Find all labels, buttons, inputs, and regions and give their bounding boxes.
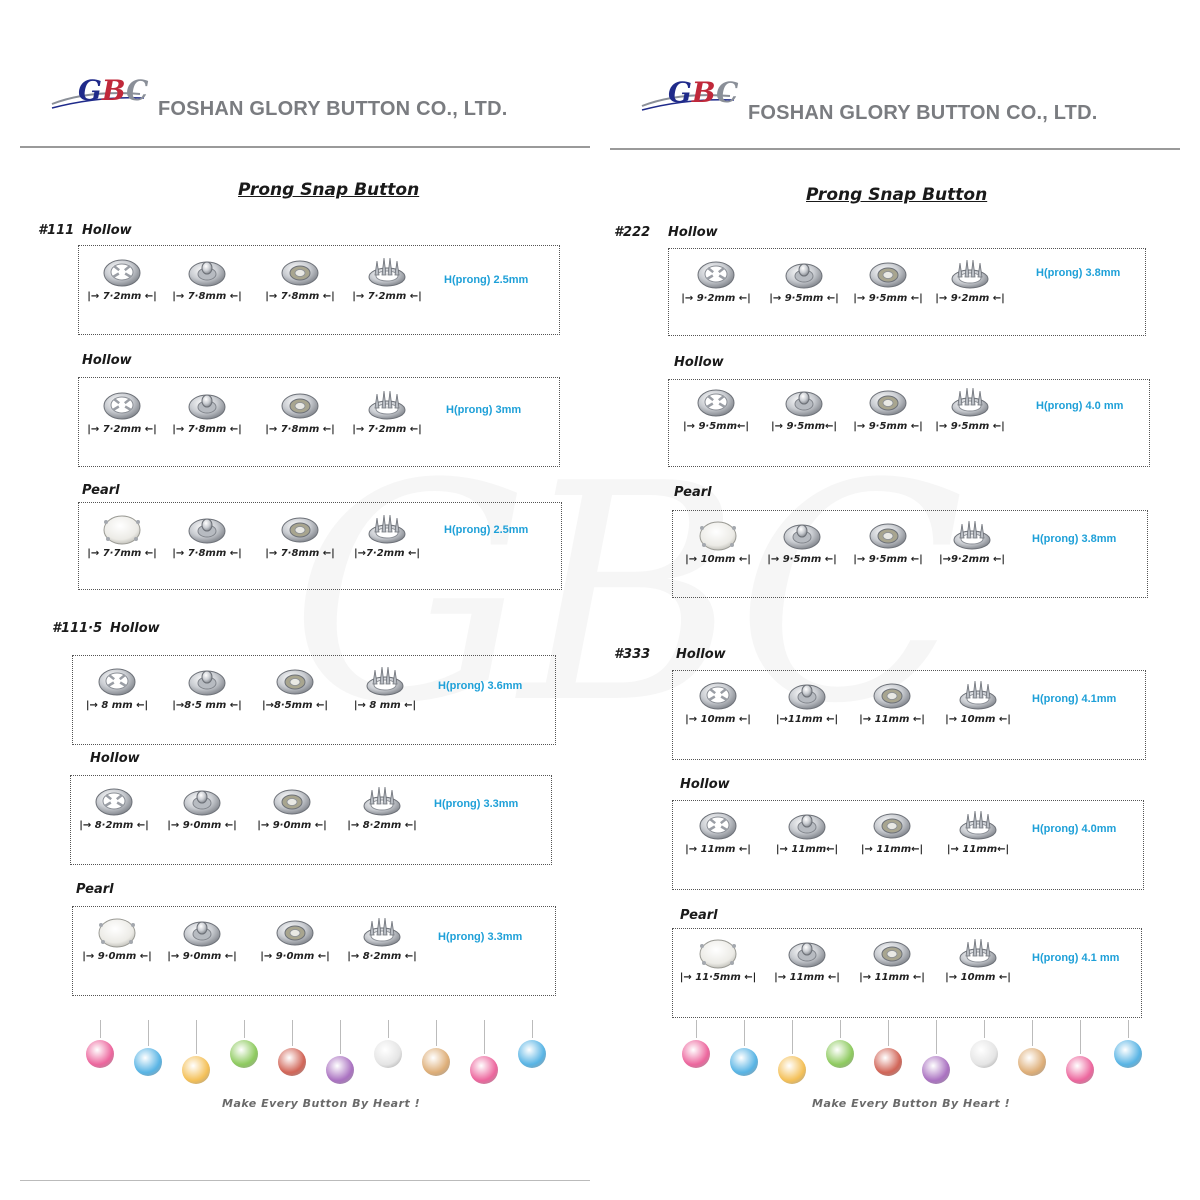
gallery-hanger xyxy=(1128,1020,1129,1038)
snap-button-image xyxy=(185,512,229,546)
socket-button-image xyxy=(270,784,314,818)
prong-height: H(prong) 3.3mm xyxy=(438,931,523,943)
snap-button-item xyxy=(80,388,164,448)
diameter-label: |→ 9·0mm ←| xyxy=(167,820,237,831)
snap-button-item xyxy=(850,808,934,868)
slogan: Make Every Button By Heart ! xyxy=(222,1097,421,1110)
snap-button-image xyxy=(782,257,826,291)
diameter-label: |→ 11mm ←| xyxy=(774,972,840,983)
diameter-label: |→ 9·0mm ←| xyxy=(260,951,330,962)
snap-button-item xyxy=(343,664,427,724)
ring-button-image xyxy=(696,808,740,842)
snap-button-image xyxy=(785,678,829,712)
diameter-label: |→ 7·2mm ←| xyxy=(87,424,157,435)
page-title: Prong Snap Button xyxy=(806,185,988,205)
diameter-label: |→ 9·5mm ←| xyxy=(935,421,1005,432)
snap-button-item xyxy=(928,385,1012,445)
gallery-hanger xyxy=(292,1020,293,1046)
snap-button-item xyxy=(75,664,159,724)
snap-button-item xyxy=(760,518,844,578)
diameter-label: |→ 8·2mm ←| xyxy=(79,820,149,831)
gallery-hanger xyxy=(100,1020,101,1038)
pearl-button-image xyxy=(696,936,740,970)
diameter-label: |→ 8 mm ←| xyxy=(353,700,417,711)
diameter-label: |→ 7·8mm ←| xyxy=(265,548,335,559)
pearl-button-image xyxy=(696,518,740,552)
group-code: #222 xyxy=(614,225,651,240)
footer-divider xyxy=(20,1180,590,1181)
slogan: Make Every Button By Heart ! xyxy=(812,1097,1011,1110)
group-code: #111·5 xyxy=(52,621,103,636)
gbc-logo: GBC xyxy=(668,76,739,109)
diameter-label: |→ 8 mm ←| xyxy=(85,700,149,711)
diameter-label: |→ 11mm ←| xyxy=(859,972,925,983)
diameter-label: |→7·2mm ←| xyxy=(353,548,421,559)
gallery-product-icon xyxy=(778,1056,806,1084)
prong-height: H(prong) 3mm xyxy=(446,404,522,416)
prong-button-image xyxy=(360,784,404,818)
gallery-product-icon xyxy=(922,1056,950,1084)
gallery-hanger xyxy=(696,1020,697,1038)
snap-button-item xyxy=(765,678,849,738)
diameter-label: |→ 10mm ←| xyxy=(945,972,1011,983)
right-column xyxy=(600,0,1200,1200)
snap-button-item xyxy=(674,257,758,317)
snap-button-item xyxy=(72,784,156,844)
snap-button-item xyxy=(80,255,164,315)
socket-button-image xyxy=(273,915,317,949)
prong-height: H(prong) 4.0 mm xyxy=(1036,400,1124,412)
diameter-label: |→ 11mm←| xyxy=(775,844,839,855)
socket-button-image xyxy=(278,388,322,422)
snap-button-item xyxy=(930,518,1014,578)
diameter-label: |→ 9·2mm ←| xyxy=(681,293,751,304)
socket-button-image xyxy=(870,936,914,970)
prong-height: H(prong) 3.8mm xyxy=(1032,533,1117,545)
snap-button-item xyxy=(850,936,934,996)
diameter-label: |→ 9·5mm←| xyxy=(770,421,838,432)
diameter-label: |→9·2mm ←| xyxy=(938,554,1006,565)
socket-button-image xyxy=(866,518,910,552)
group-label: Hollow xyxy=(674,355,724,370)
gallery-hanger xyxy=(792,1020,793,1054)
prong-height: H(prong) 3.3mm xyxy=(434,798,519,810)
gallery-hanger xyxy=(984,1020,985,1038)
ring-button-image xyxy=(696,678,740,712)
diameter-label: |→8·5 mm ←| xyxy=(172,700,242,711)
gallery-product-icon xyxy=(682,1040,710,1068)
gallery-hanger xyxy=(936,1020,937,1054)
ring-button-image xyxy=(694,257,738,291)
socket-button-image xyxy=(870,808,914,842)
snap-button-item xyxy=(258,512,342,572)
group-label: Hollow xyxy=(82,223,132,238)
snap-button-item xyxy=(165,512,249,572)
snap-button-item xyxy=(928,257,1012,317)
group-label: Pearl xyxy=(680,908,718,923)
diameter-label: |→ 9·5mm ←| xyxy=(853,554,923,565)
gallery-hanger xyxy=(744,1020,745,1046)
prong-button-image xyxy=(948,385,992,419)
gallery-product-icon xyxy=(182,1056,210,1084)
ring-button-image xyxy=(92,784,136,818)
gallery-product-icon xyxy=(874,1048,902,1076)
snap-button-item xyxy=(345,255,429,315)
diameter-label: |→ 9·2mm ←| xyxy=(935,293,1005,304)
gbc-logo: GBC xyxy=(78,74,149,107)
company-name: FOSHAN GLORY BUTTON CO., LTD. xyxy=(158,98,508,120)
diameter-label: |→ 7·8mm ←| xyxy=(265,424,335,435)
group-label: Hollow xyxy=(680,777,730,792)
page-title: Prong Snap Button xyxy=(238,180,420,200)
diameter-label: |→ 9·5mm ←| xyxy=(769,293,839,304)
gallery-hanger xyxy=(1032,1020,1033,1046)
group-label: Hollow xyxy=(110,621,160,636)
diameter-label: |→ 8·2mm ←| xyxy=(347,951,417,962)
snap-button-item xyxy=(762,385,846,445)
diameter-label: |→ 8·2mm ←| xyxy=(347,820,417,831)
ring-button-image xyxy=(100,255,144,289)
snap-button-item xyxy=(250,784,334,844)
snap-button-image xyxy=(180,915,224,949)
prong-height: H(prong) 4.1 mm xyxy=(1032,952,1120,964)
diameter-label: |→ 7·8mm ←| xyxy=(172,424,242,435)
diameter-label: |→ 7·8mm ←| xyxy=(172,291,242,302)
snap-button-item xyxy=(765,936,849,996)
snap-button-image xyxy=(185,664,229,698)
diameter-label: |→ 10mm ←| xyxy=(685,554,751,565)
gallery-hanger xyxy=(840,1020,841,1038)
diameter-label: |→ 7·2mm ←| xyxy=(352,291,422,302)
prong-button-image xyxy=(365,255,409,289)
snap-button-item xyxy=(846,518,930,578)
socket-button-image xyxy=(278,512,322,546)
socket-button-image xyxy=(866,257,910,291)
snap-button-item xyxy=(165,388,249,448)
group-label: Pearl xyxy=(674,485,712,500)
gallery-product-icon xyxy=(374,1040,402,1068)
snap-button-item xyxy=(676,936,760,996)
prong-height: H(prong) 3.8mm xyxy=(1036,267,1121,279)
diameter-label: |→ 9·0mm ←| xyxy=(257,820,327,831)
snap-button-image xyxy=(185,388,229,422)
prong-height: H(prong) 2.5mm xyxy=(444,524,529,536)
gallery-hanger xyxy=(1080,1020,1081,1054)
gallery-hanger xyxy=(532,1020,533,1038)
prong-button-image xyxy=(365,388,409,422)
gallery-product-icon xyxy=(326,1056,354,1084)
diameter-label: |→ 10mm ←| xyxy=(945,714,1011,725)
company-name: FOSHAN GLORY BUTTON CO., LTD. xyxy=(748,102,1098,124)
diameter-label: |→ 7·2mm ←| xyxy=(352,424,422,435)
gallery-product-icon xyxy=(1066,1056,1094,1084)
group-code: #111 xyxy=(38,223,75,238)
snap-button-item xyxy=(160,784,244,844)
snap-button-item xyxy=(75,915,159,975)
snap-button-item xyxy=(340,784,424,844)
snap-button-item xyxy=(765,808,849,868)
snap-button-item xyxy=(165,664,249,724)
socket-button-image xyxy=(273,664,317,698)
snap-button-item xyxy=(676,808,760,868)
diameter-label: |→8·5mm ←| xyxy=(261,700,329,711)
prong-height: H(prong) 4.1mm xyxy=(1032,693,1117,705)
prong-button-image xyxy=(956,808,1000,842)
snap-button-item xyxy=(850,678,934,738)
diameter-label: |→ 10mm ←| xyxy=(685,714,751,725)
diameter-label: |→ 11·5mm ←| xyxy=(679,972,757,983)
prong-button-image xyxy=(360,915,404,949)
gallery-hanger xyxy=(148,1020,149,1046)
group-label: Pearl xyxy=(82,483,120,498)
snap-button-item xyxy=(676,678,760,738)
snap-button-item xyxy=(676,518,760,578)
prong-button-image xyxy=(365,512,409,546)
socket-button-image xyxy=(278,255,322,289)
snap-button-item xyxy=(258,388,342,448)
gallery-product-icon xyxy=(826,1040,854,1068)
snap-button-item xyxy=(674,385,758,445)
gallery-product-icon xyxy=(518,1040,546,1068)
snap-button-image xyxy=(785,936,829,970)
header-divider xyxy=(20,146,590,148)
snap-button-item xyxy=(253,915,337,975)
diameter-label: |→11mm ←| xyxy=(775,714,839,725)
diameter-label: |→ 11mm←| xyxy=(860,844,924,855)
snap-button-item xyxy=(936,678,1020,738)
snap-button-item xyxy=(340,915,424,975)
snap-button-image xyxy=(185,255,229,289)
gallery-hanger xyxy=(484,1020,485,1054)
prong-height: H(prong) 4.0mm xyxy=(1032,823,1117,835)
gallery-hanger xyxy=(436,1020,437,1046)
socket-button-image xyxy=(866,385,910,419)
header-divider xyxy=(610,148,1180,150)
diameter-label: |→ 9·5mm ←| xyxy=(853,293,923,304)
gallery-product-icon xyxy=(134,1048,162,1076)
snap-button-item xyxy=(762,257,846,317)
prong-button-image xyxy=(363,664,407,698)
gallery-product-icon xyxy=(422,1048,450,1076)
snap-button-item xyxy=(846,385,930,445)
group-label: Hollow xyxy=(676,647,726,662)
snap-button-image xyxy=(782,385,826,419)
gallery-product-icon xyxy=(86,1040,114,1068)
snap-button-image xyxy=(180,784,224,818)
gallery-product-icon xyxy=(230,1040,258,1068)
gallery-hanger xyxy=(888,1020,889,1046)
snap-button-image xyxy=(785,808,829,842)
gallery-product-icon xyxy=(970,1040,998,1068)
snap-button-item xyxy=(165,255,249,315)
diameter-label: |→ 9·0mm ←| xyxy=(167,951,237,962)
gallery-product-icon xyxy=(1114,1040,1142,1068)
prong-button-image xyxy=(950,518,994,552)
diameter-label: |→ 9·5mm ←| xyxy=(767,554,837,565)
diameter-label: |→ 7·7mm ←| xyxy=(87,548,157,559)
group-label: Hollow xyxy=(82,353,132,368)
gallery-product-icon xyxy=(278,1048,306,1076)
group-label: Pearl xyxy=(76,882,114,897)
snap-button-item xyxy=(936,808,1020,868)
prong-button-image xyxy=(948,257,992,291)
gallery-product-icon xyxy=(1018,1048,1046,1076)
diameter-label: |→ 9·5mm←| xyxy=(682,421,750,432)
diameter-label: |→ 9·0mm ←| xyxy=(82,951,152,962)
ring-button-image xyxy=(694,385,738,419)
prong-height: H(prong) 3.6mm xyxy=(438,680,523,692)
snap-button-item xyxy=(80,512,164,572)
diameter-label: |→ 7·8mm ←| xyxy=(265,291,335,302)
snap-button-item xyxy=(253,664,337,724)
ring-button-image xyxy=(100,388,144,422)
gallery-product-icon xyxy=(730,1048,758,1076)
diameter-label: |→ 11mm←| xyxy=(946,844,1010,855)
ring-button-image xyxy=(95,664,139,698)
prong-height: H(prong) 2.5mm xyxy=(444,274,529,286)
pearl-button-image xyxy=(95,915,139,949)
diameter-label: |→ 11mm ←| xyxy=(685,844,751,855)
diameter-label: |→ 7·2mm ←| xyxy=(87,291,157,302)
snap-button-item xyxy=(846,257,930,317)
diameter-label: |→ 11mm ←| xyxy=(859,714,925,725)
prong-button-image xyxy=(956,678,1000,712)
pearl-button-image xyxy=(100,512,144,546)
gallery-product-icon xyxy=(470,1056,498,1084)
prong-button-image xyxy=(956,936,1000,970)
diameter-label: |→ 9·5mm ←| xyxy=(853,421,923,432)
snap-button-item xyxy=(936,936,1020,996)
diameter-label: |→ 7·8mm ←| xyxy=(172,548,242,559)
gallery-hanger xyxy=(244,1020,245,1038)
snap-button-item xyxy=(160,915,244,975)
snap-button-item xyxy=(258,255,342,315)
gallery-hanger xyxy=(340,1020,341,1054)
gallery-hanger xyxy=(388,1020,389,1038)
group-label: Hollow xyxy=(668,225,718,240)
snap-button-image xyxy=(780,518,824,552)
group-code: #333 xyxy=(614,647,651,662)
snap-button-item xyxy=(345,512,429,572)
socket-button-image xyxy=(870,678,914,712)
group-label: Hollow xyxy=(90,751,140,766)
snap-button-item xyxy=(345,388,429,448)
gallery-hanger xyxy=(196,1020,197,1054)
